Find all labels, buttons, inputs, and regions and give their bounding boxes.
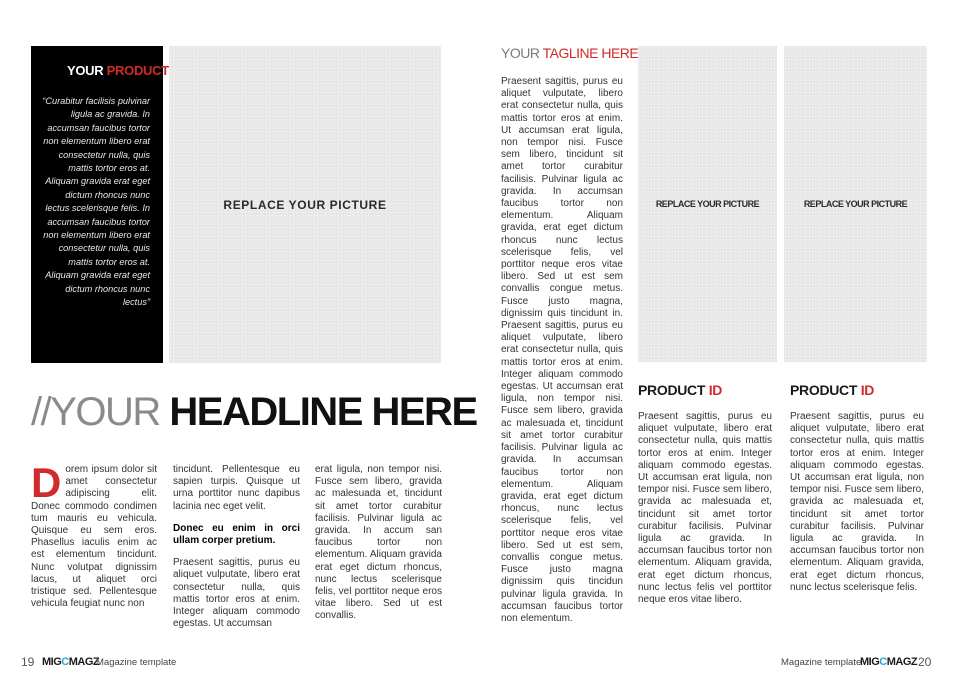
right-logo-part-b: MAGZ bbox=[886, 656, 918, 668]
product-picture-placeholder-1[interactable] bbox=[638, 46, 777, 362]
left-page-number: 19 bbox=[21, 655, 35, 669]
tagline-gray: YOUR bbox=[501, 45, 540, 61]
tagline-body-column bbox=[501, 76, 623, 625]
body-column-1 bbox=[31, 459, 157, 610]
left-footer-logo bbox=[42, 656, 99, 668]
product-1-text: Praesent sagittis, purus eu aliquet vulputate, libero erat consectetur nulla, quis mattis tortor eros at enim. Integer aliquam commodo egestas. Ut accumsan erat ligula, non tempor nisi. Fusce sem libero, gravida ac malesuada et, tincidunt sit amet tortor curabitur facilisis. Pulvinar ligula ac gravida. In accumsan faucibus tortor non elementum. Aliquam gravida, erat eget dictum rhoncus, nunc lectus felis vel porttitor neque eros vitae libero. bbox=[638, 411, 772, 606]
product-1-title bbox=[638, 382, 722, 398]
product-2-title-black: PRODUCT bbox=[790, 382, 858, 398]
product-2-text: Praesent sagittis, purus eu aliquet vulputate, libero erat consectetur nulla, quis mattis tortor eros at enim. Integer aliquam commodo egestas. Ut accumsan erat ligula, non tempor nisi. Fusce sem libero, gravida ac malesuada et, tincidunt sit amet tortor curabitur facilisis. Pulvinar ligula ac gravida. In accumsan faucibus tortor non elementum. Aliquam gravida, erat eget dictum rhoncus, nunc lectus scelerisque felis. bbox=[790, 411, 924, 593]
tagline-red: TAGLINE HERE bbox=[542, 45, 639, 61]
body-column-2-text-1: tincidunt. Pellentesque eu sapien turpis. Quisque ut urna porttitor nunc dapibus lacinia nec eget velit. bbox=[173, 464, 300, 512]
body-column-2 bbox=[173, 464, 300, 640]
left-logo-part-a: MIG bbox=[42, 656, 62, 668]
body-column-3 bbox=[315, 464, 442, 623]
product-1-description bbox=[638, 411, 772, 606]
product-picture-label-1: REPLACE YOUR PICTURE bbox=[655, 199, 760, 209]
left-logo-part-c: C bbox=[61, 656, 69, 668]
product-2-description bbox=[790, 411, 924, 594]
product-2-title-red: ID bbox=[860, 382, 875, 398]
body-column-2-text-2: Praesent sagittis, purus eu aliquet vulputate, libero erat consectetur nulla, quis mattis tortor eros at enim. Integer aliquam commodo egestas. Ut accumsan bbox=[173, 557, 300, 630]
headline-light: //YOUR bbox=[31, 390, 160, 434]
body-column-1-text: orem ipsum dolor sit amet consectetur adipiscing elit. Donec commodo condimen tum mauris eu vehicula. Quisque eu sem eros. Phasellus iaculis enim ac est elementum tincidunt. Nunc volutpat dignissim lacus, ut aliquet orci tristique sed. Pellentesque vehicula feugiat nunc non bbox=[31, 464, 157, 610]
product-picture-placeholder-2[interactable] bbox=[784, 46, 927, 362]
main-picture-label: REPLACE YOUR PICTURE bbox=[223, 197, 387, 212]
right-logo-part-c: C bbox=[879, 656, 887, 668]
product-2-title bbox=[790, 382, 874, 398]
headline-bold: HEADLINE HERE bbox=[169, 390, 477, 434]
main-picture-placeholder[interactable] bbox=[169, 46, 441, 363]
right-logo-part-a: MIG bbox=[860, 656, 880, 668]
product-picture-label-2: REPLACE YOUR PICTURE bbox=[803, 199, 908, 209]
tagline bbox=[501, 45, 638, 61]
product-box-title bbox=[67, 63, 169, 78]
product-quote-box bbox=[31, 46, 169, 363]
left-logo-part-b: MAGZ bbox=[68, 656, 100, 668]
product-1-title-black: PRODUCT bbox=[638, 382, 706, 398]
headline bbox=[31, 390, 477, 435]
right-page-number: 20 bbox=[918, 655, 932, 669]
right-footer-logo bbox=[860, 656, 917, 668]
body-subheading: Donec eu enim in orci ullam corper pretium. bbox=[173, 522, 300, 547]
drop-cap: D bbox=[31, 459, 62, 506]
body-column-3-text: erat ligula, non tempor nisi. Fusce sem libero, gravida ac malesuada et, tincidunt sit amet tortor curabitur facilisis. Pulvinar ligula ac gravida. In accum san faucibus tortor non elementum. Aliquam gravida erat eget dictum rhoncus, nunc lectus scelerisque felis, vel porttitor neque eros vitae libero. Sed ut est convallis. bbox=[315, 464, 442, 622]
product-box-title-red: PRODUCT bbox=[106, 63, 169, 78]
right-footer-text: Magazine template bbox=[781, 657, 862, 668]
tagline-body-text: Praesent sagittis, purus eu aliquet vulputate, libero erat consectetur nulla, quis mattis tortor eros at enim. Ut accumsan erat ligula, non tempor nisi. Fusce sem libero, tincidunt sit amet tortor curabitur facilisis. Pulvinar ligula ac gravida. In accumsan faucibus tortor non elementum. Aliquam gravida, erat eget dictum rhoncus nunc lectus scelerisque felis, vel porttitor neque eros vitae libero. Sed ut est sem convallis congue metus. Fusce justo magna, dignissim quis tincidunt in. Praesent sagittis, purus eu aliquet vulputate, libero erat consectetur nulla, quis mattis tortor eros at enim. Integer aliquam commodo egestas. Ut accumsan erat ligula, non tempor nisi. Fusce sem libero, gravida ac malesuada et, tincidunt sit amet tortor curabitur facilisis. Pulvinar ligula ac gravida. In accumsan faucibus tortor non elementum. Aliquam gravida, erat eget dictum rhoncus, nunc lectus scelerisque felis, vel porttitor neque eros vitae libero. Sed ut est sem, convallis congue metus. Fusce justo magna dignissim quis tincidun pulvinar ligula gravida. In accumsan faucibus tortor non elementum. bbox=[501, 76, 623, 624]
product-1-title-red: ID bbox=[708, 382, 723, 398]
product-box-title-white: YOUR bbox=[67, 63, 104, 78]
product-quote-text: “Curabitur facilisis pulvinar ligula ac gravida. In accumsan faucibus tortor non elementum libero erat consectetur nulla, quis mattis tortor eros at. Aliquam gravida erat eget dictum rhoncus nunc lectus scelerisque felis. In accumsan faucibus tortor non elementum libero erat consectetur nulla, quis mattis tortor eros at. Aliquam gravida erat eget dictum rhoncus nunc lectus” bbox=[42, 96, 150, 308]
left-footer-text: Magazine template bbox=[96, 657, 177, 668]
